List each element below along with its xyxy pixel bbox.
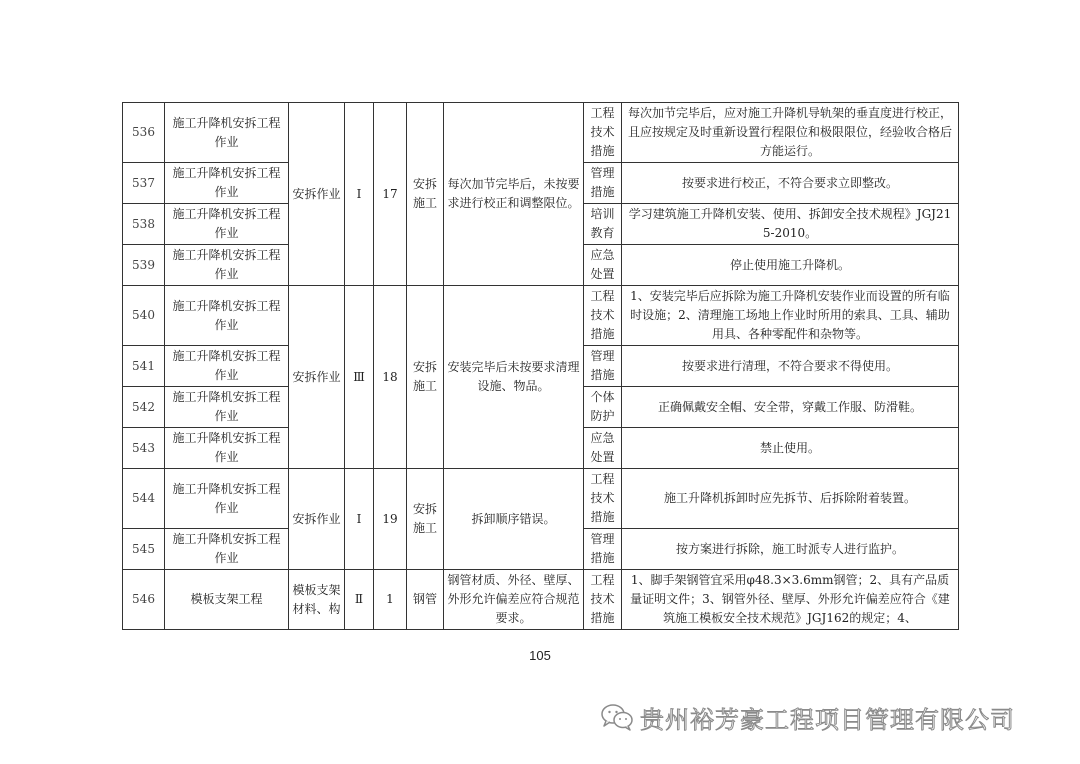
wechat-icon xyxy=(600,702,634,732)
level-cell: Ⅰ xyxy=(345,469,374,570)
row-number: 543 xyxy=(123,428,165,469)
measure-text: 按要求进行清理，不符合要求不得使用。 xyxy=(622,346,959,387)
level-cell: Ⅲ xyxy=(345,286,374,469)
measure-text: 学习建筑施工升降机安装、使用、拆卸安全技术规程》JGJ215-2010。 xyxy=(622,204,959,245)
measure-text: 施工升降机拆卸时应先拆节、后拆除附着装置。 xyxy=(622,469,959,529)
measure-type: 工程技术措施 xyxy=(584,469,622,529)
measure-text: 正确佩戴安全帽、安全带，穿戴工作服、防滑鞋。 xyxy=(622,387,959,428)
row-number: 542 xyxy=(123,387,165,428)
row-number: 539 xyxy=(123,245,165,286)
category-cell: 安拆作业 xyxy=(289,286,345,469)
measure-type: 工程技术措施 xyxy=(584,570,622,630)
measure-text: 1、安装完毕后应拆除为施工升降机安装作业而设置的所有临时设施；2、清理施工场地上作业时所用的索具、工具、辅助用具、各种零配件和杂物等。 xyxy=(622,286,959,346)
seq-cell: 1 xyxy=(374,570,407,630)
row-number: 540 xyxy=(123,286,165,346)
seq-cell: 17 xyxy=(374,103,407,286)
level-cell: Ⅰ xyxy=(345,103,374,286)
measure-type: 工程技术措施 xyxy=(584,286,622,346)
measure-text: 每次加节完毕后，应对施工升降机导轨架的垂直度进行校正，且应按规定及时重新设置行程限位和极限限位，经验收合格后方能运行。 xyxy=(622,103,959,163)
category-cell: 模板支架材料、构 xyxy=(289,570,345,630)
work-name: 施工升降机安拆工程作业 xyxy=(165,286,289,346)
table-row xyxy=(123,570,959,630)
measure-text: 按方案进行拆除，施工时派专人进行监护。 xyxy=(622,529,959,570)
work-name: 施工升降机安拆工程作业 xyxy=(165,103,289,163)
table-row xyxy=(123,103,959,163)
row-number: 541 xyxy=(123,346,165,387)
row-number: 545 xyxy=(123,529,165,570)
hazard-table xyxy=(122,102,959,630)
row-number: 536 xyxy=(123,103,165,163)
work-name: 施工升降机安拆工程作业 xyxy=(165,204,289,245)
type-cell: 安拆施工 xyxy=(407,469,444,570)
seq-cell: 18 xyxy=(374,286,407,469)
measure-type: 应急处置 xyxy=(584,245,622,286)
measure-type: 应急处置 xyxy=(584,428,622,469)
type-cell: 安拆施工 xyxy=(407,286,444,469)
hazard-cell: 每次加节完毕后，未按要求进行校正和调整限位。 xyxy=(444,103,584,286)
table-row xyxy=(123,286,959,346)
hazard-cell: 钢管材质、外径、壁厚、外形允许偏差应符合规范要求。 xyxy=(444,570,584,630)
hazard-cell: 拆卸顺序错误。 xyxy=(444,469,584,570)
work-name: 施工升降机安拆工程作业 xyxy=(165,163,289,204)
row-number: 546 xyxy=(123,570,165,630)
measure-text: 按要求进行校正，不符合要求立即整改。 xyxy=(622,163,959,204)
work-name: 施工升降机安拆工程作业 xyxy=(165,346,289,387)
category-cell: 安拆作业 xyxy=(289,103,345,286)
table-row xyxy=(123,469,959,529)
measure-type: 工程技术措施 xyxy=(584,103,622,163)
work-name: 施工升降机安拆工程作业 xyxy=(165,529,289,570)
type-cell: 安拆施工 xyxy=(407,103,444,286)
category-cell: 安拆作业 xyxy=(289,469,345,570)
type-cell: 钢管 xyxy=(407,570,444,630)
watermark-text: 贵州裕芳豪工程项目管理有限公司 xyxy=(640,705,1015,734)
measure-type: 管理措施 xyxy=(584,163,622,204)
work-name: 施工升降机安拆工程作业 xyxy=(165,428,289,469)
work-name: 施工升降机安拆工程作业 xyxy=(165,469,289,529)
measure-text: 禁止使用。 xyxy=(622,428,959,469)
row-number: 537 xyxy=(123,163,165,204)
hazard-cell: 安装完毕后未按要求清理设施、物品。 xyxy=(444,286,584,469)
measure-text: 1、脚手架钢管宜采用φ48.3×3.6mm钢管；2、具有产品质量证明文件；3、钢管外径、壁厚、外形允许偏差应符合《建筑施工模板安全技术规范》JGJ162的规定；4、 xyxy=(622,570,959,630)
level-cell: Ⅱ xyxy=(345,570,374,630)
row-number: 538 xyxy=(123,204,165,245)
row-number: 544 xyxy=(123,469,165,529)
watermark xyxy=(600,700,1015,734)
measure-text: 停止使用施工升降机。 xyxy=(622,245,959,286)
work-name: 模板支架工程 xyxy=(165,570,289,630)
work-name: 施工升降机安拆工程作业 xyxy=(165,245,289,286)
seq-cell: 19 xyxy=(374,469,407,570)
page-number: 105 xyxy=(529,648,551,663)
work-name: 施工升降机安拆工程作业 xyxy=(165,387,289,428)
measure-type: 管理措施 xyxy=(584,346,622,387)
measure-type: 管理措施 xyxy=(584,529,622,570)
measure-type: 培训教育 xyxy=(584,204,622,245)
measure-type: 个体防护 xyxy=(584,387,622,428)
